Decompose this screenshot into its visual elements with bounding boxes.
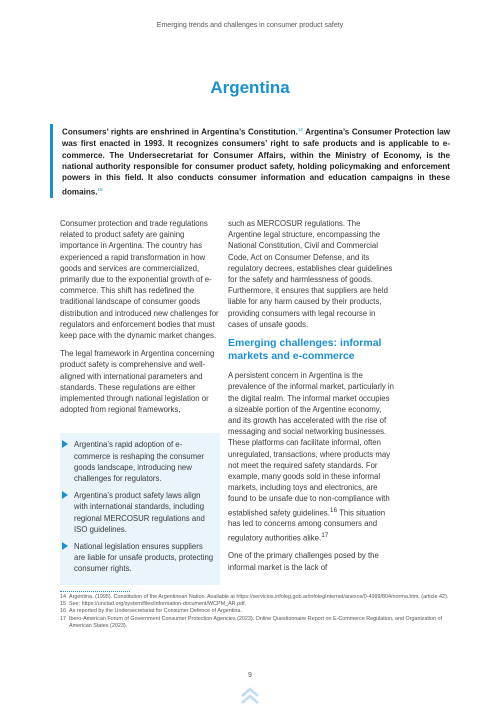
key-point bbox=[74, 439, 216, 484]
footnote bbox=[60, 608, 455, 615]
body-paragraph: One of the primary challenges posed by the informal market is the lack of bbox=[228, 551, 379, 572]
arrow-right-icon bbox=[62, 491, 68, 499]
footnote-number: 15 bbox=[60, 601, 66, 608]
page-number: 9 bbox=[248, 672, 252, 679]
key-points-box bbox=[60, 433, 220, 584]
key-point bbox=[74, 490, 216, 535]
footnote-text: Ibero-American Forum of Government Consumer Protection Agencies (2023). Online Questionnaire Report on E-Commerce Regulation, and Organization of American States (2023). bbox=[69, 615, 443, 629]
section-heading: Emerging challenges: informal markets and e-commerce bbox=[228, 337, 382, 362]
footnotes bbox=[60, 594, 455, 630]
footnote-ref[interactable]: 16 bbox=[329, 506, 338, 514]
arrow-right-icon bbox=[62, 440, 68, 448]
key-point-text: Argentina’s product safety laws align with international standards, including regional MERCOSUR regulations and ISO guidelines. bbox=[74, 491, 205, 534]
body-paragraph: such as MERCOSUR regulations. The Argentine legal structure, encompassing the National Constitution, Civil and Commercial Code, Act on Consumer Defense, and its regulatory decrees, establishes clear guidelines for the safety and harmlessness of goods. Furthermore, it ensures that suppliers are held liable for any harm caused by their products, providing consumers with legal recourse in cases of unsafe goods. bbox=[228, 219, 393, 329]
footnote bbox=[60, 594, 455, 601]
body-paragraph bbox=[228, 370, 394, 543]
lead-paragraph bbox=[50, 124, 450, 198]
footnote bbox=[60, 616, 455, 630]
lead-text: Consumers’ rights are enshrined in Argentina’s Constitution. bbox=[62, 127, 298, 137]
right-column bbox=[228, 218, 394, 580]
footnote-ref[interactable]: 15 bbox=[97, 186, 103, 192]
footnote bbox=[60, 601, 455, 608]
body-text: A persistent concern in Argentina is the prevalence of the informal market, particularly in the digital realm. The informal market occupies a sizeable portion of the Argentine economy, and its growth has accelerated with the rise of messaging and social networking businesses. These platforms can facilitate informal, often unregulated, transactions, where products may not meet the required safety standards. For example, many goods sold in these informal markets, including toys and electronics, are found to be unsafe due to non-compliance with established safety guidelines. bbox=[228, 371, 394, 518]
footnote-number: 17 bbox=[60, 615, 66, 622]
footnote-ref[interactable]: 14 bbox=[297, 127, 303, 132]
body-text: This situation has led to concerns among consumers and regulatory authorities alike. bbox=[228, 508, 386, 543]
key-point bbox=[74, 541, 216, 575]
footnote-text[interactable]: See: https://unctad.org/system/files/information-document/WCPM_AR.pdf. bbox=[69, 601, 247, 608]
footnote-ref[interactable]: 17 bbox=[321, 531, 329, 539]
left-column bbox=[60, 218, 220, 585]
chevron-up-icon bbox=[238, 684, 262, 706]
body-paragraph: Consumer protection and trade regulations related to product safety are gaining importance in Argentina. The country has experienced a rapid transformation in how goods and services are commercialized, primarily due to the exponential growth of e-commerce. This shift has redefined the traditional landscape of consumer goods distribution and introduced new challenges for regulators and enforcement bodies that must keep pace with the dynamic market changes. bbox=[60, 219, 219, 341]
lead-text-2: Argentina’s Consumer Protection law was first enacted in 1993. It recognizes consumers’ right to safe products and is applicable to e-commerce. The Undersecretariat for Consumer Affairs, within the Ministry of Economy, is the national authority responsible for consumer product safety, holding policymaking and enforcement powers in this field. It also conducts consumer information and education campaigns in these domains. bbox=[62, 127, 450, 197]
running-header: Emerging trends and challenges in consumer product safety bbox=[156, 22, 344, 29]
footnote-separator bbox=[60, 591, 130, 592]
key-point-text: Argentina’s rapid adoption of e-commerce is reshaping the consumer goods landscape, introducing new challenges for regulators. bbox=[74, 440, 205, 484]
key-point-text: National legislation ensures suppliers are liable for unsafe products, protecting consumer rights. bbox=[74, 542, 214, 574]
footnote-text[interactable]: Argentina. (1995). Constitution of the Argentinean Nation. Available at https://servicios.infoleg.gob.ar/infolegInternet/anexos/0-4999/804/norma.htm. (article 42). bbox=[69, 594, 449, 600]
footnote-number: 14 bbox=[60, 594, 66, 600]
page-title: Argentina bbox=[210, 78, 290, 97]
arrow-right-icon bbox=[62, 542, 68, 550]
body-paragraph: The legal framework in Argentina concerning product safety is comprehensive and well-aligned with international parameters and standards. These regulations are either implemented through national legislation or adopted from regional frameworks, bbox=[60, 349, 215, 415]
footnote-number: 16 bbox=[60, 608, 66, 615]
footnote-text: As reported by the Undersecretariat for Consumer Defence of Argentina. bbox=[69, 608, 242, 615]
